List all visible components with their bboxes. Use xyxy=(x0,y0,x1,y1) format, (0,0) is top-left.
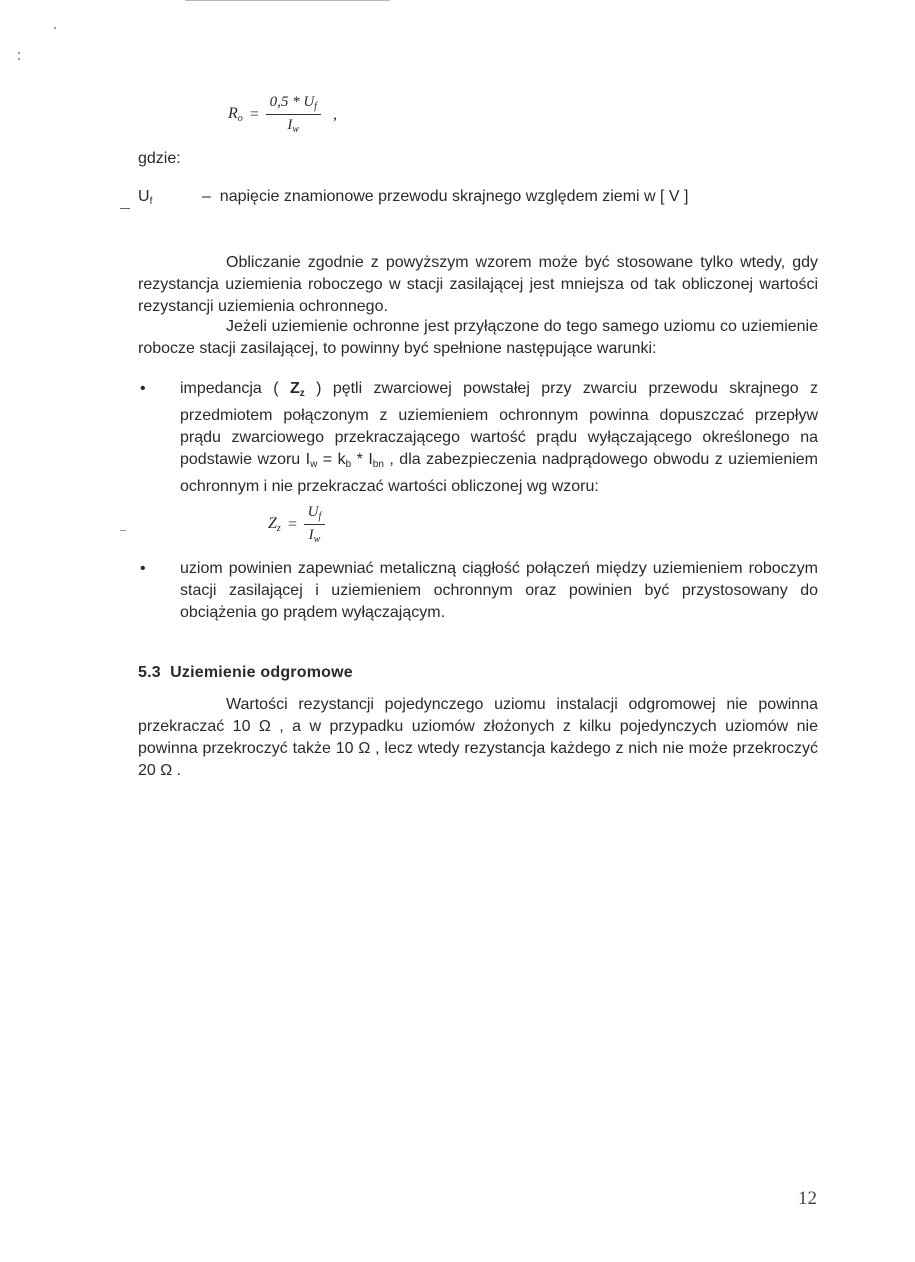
where-label: gdzie: xyxy=(138,150,181,167)
definition-uf-text: – napięcie znamionowe przewodu skrajnego względem ziemi w [ V ] xyxy=(202,188,689,205)
formula-zz: $Z_z$ = $\frac{U_f}{I_w}$ xyxy=(268,504,325,545)
scan-speck xyxy=(54,27,56,29)
paragraph-1: Obliczanie zgodnie z powyższym wzorem może być stosowane tylko wtedy, gdy rezystancja uziemienia roboczego w stacji zasilającej jest mniejsza od tak obliczonej wartości rezystancji uziemienia ochronnego. xyxy=(138,254,818,315)
scan-speck xyxy=(18,52,20,54)
formula-ro: $R_o$ = $\frac{0,5 * U_f}{I_w}$ , xyxy=(228,94,337,135)
bullet-item-2: uziom powinien zapewniać metaliczną ciągłość połączeń między uziemieniem roboczym stacji zasilającej i uziemieniem ochronnym oraz powinien być przystosowany do obciążenia go prądem wyłączającym. xyxy=(180,560,818,621)
bullet-marker: • xyxy=(140,560,146,577)
scan-mark xyxy=(120,208,130,209)
scan-speck xyxy=(18,58,20,60)
bullet-item-1: impedancja ( $Z_z$ ) pętli zwarciowej powstałej przy zwarciu przewodu skrajnego z przedmiotem połączonym z uziemieniem ochronnym powinna dopuszczać przepływ prądu zwarciowego przekraczającego wartość prądu wyłączającego określonego na podstawie wzoru $I_w = k_b * I_{bn}$ , dla zabezpieczenia nadprądowego obwodu z uziemieniem ochronnym i nie przekraczać wartości obliczonej wg wzoru: xyxy=(180,380,819,495)
section-heading: 5.3 Uziemienie odgromowe xyxy=(138,664,353,681)
bullet-marker: • xyxy=(140,380,146,397)
scan-top-line xyxy=(185,0,390,1)
formula-ro-fraction: $\frac{0,5 * U_f}{I_w}$ xyxy=(266,94,321,135)
page-number: 12 xyxy=(798,1188,817,1209)
formula-zz-fraction: $\frac{U_f}{I_w}$ xyxy=(304,504,326,545)
section-body: Wartości rezystancji pojedynczego uziomu instalacji odgromowej nie powinna przekraczać 10 Ω , a w przypadku uziomów złożonych z kilku pojedynczych uziomów nie powinna przekroczyć także 10 Ω , lecz wtedy rezystancja każdego z nich nie może przekroczyć 20 Ω . xyxy=(138,696,818,779)
paragraph-2: Jeżeli uziemienie ochronne jest przyłączone do tego samego uziomu co uziemienie robocze stacji zasilającej, to powinny być spełnione następujące warunki: xyxy=(138,318,818,357)
scan-mark xyxy=(120,530,126,531)
definition-uf-symbol: $U_f$ xyxy=(138,188,153,207)
